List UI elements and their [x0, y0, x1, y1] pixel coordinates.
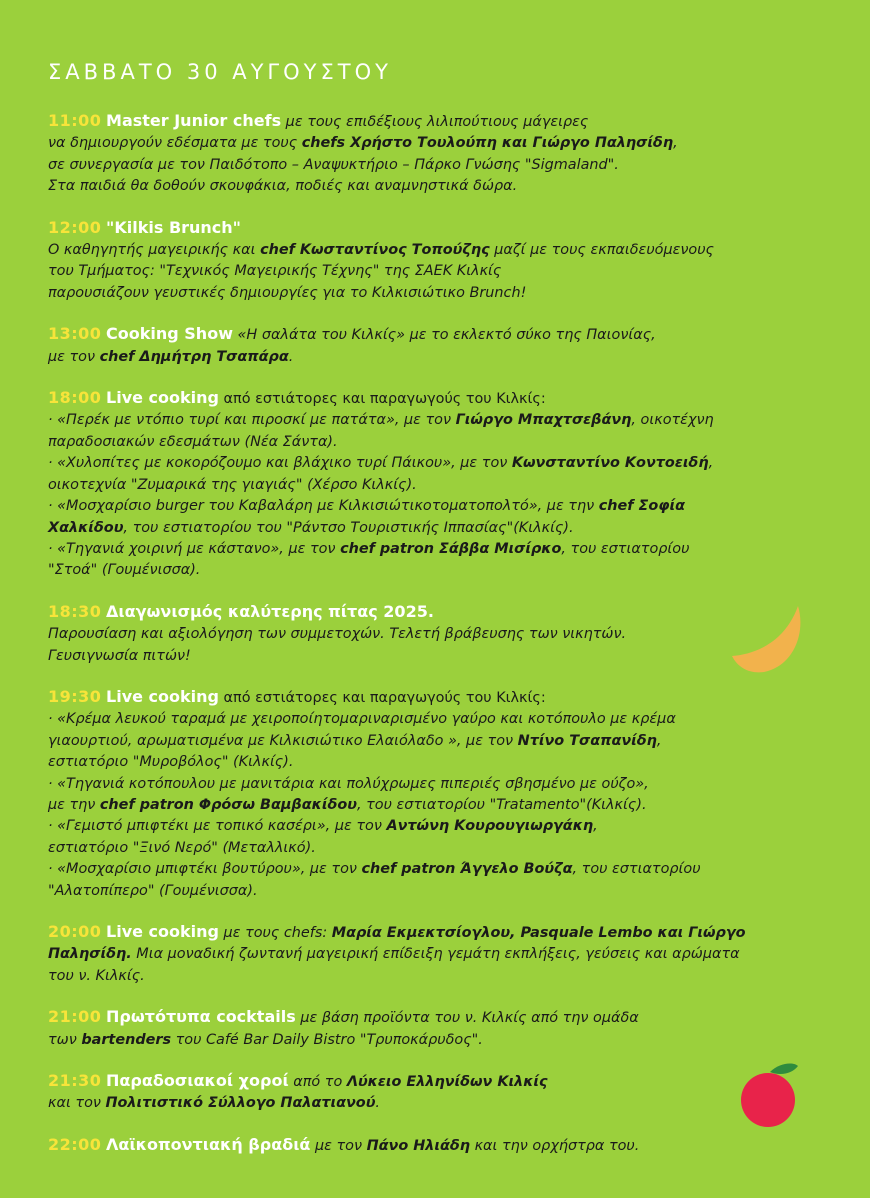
event-text: , [656, 732, 662, 749]
event-text: από εστιάτορες και παραγωγούς του Κιλκίς: [218, 689, 546, 706]
event-text: . [375, 1095, 380, 1112]
event-text: Γιώργο Μπαχτσεβάνη [455, 412, 632, 429]
event-line [48, 176, 848, 197]
event-line [48, 1030, 848, 1051]
event-time: 22:00 [48, 1134, 102, 1154]
event-text: από το [288, 1074, 347, 1091]
event-text: με τον [48, 348, 100, 365]
event-text: Παλησίδη. [48, 946, 132, 963]
event-block [48, 387, 848, 582]
event-line [48, 387, 848, 410]
event-time: 18:00 [48, 388, 102, 408]
event-time: 12:00 [48, 217, 102, 237]
event-text: των [48, 1031, 82, 1048]
event-line [48, 709, 848, 730]
event-text: chef Δημήτρη Τσαπάρα [99, 348, 289, 365]
event-line [48, 774, 848, 795]
event-text: Λύκειο Ελληνίδων Κιλκίς [346, 1074, 548, 1091]
event-text: Παρουσίαση και αξιολόγηση των συμμετοχών. Τελετή βράβευσης των νικητών. [48, 626, 627, 643]
event-line [48, 496, 848, 517]
event-title: Λαϊκοποντιακή βραδιά [106, 1134, 311, 1154]
event-line [48, 453, 848, 474]
event-line [48, 133, 848, 154]
event-time: 20:00 [48, 922, 102, 941]
event-line [48, 624, 848, 645]
event-title: Πρωτότυπα cocktails [106, 1007, 296, 1027]
event-text: με τους επιδέξιους λιλιπούτιους μάγειρες [281, 114, 589, 130]
event-block [48, 1006, 848, 1051]
event-text: , του εστιατορίου [572, 861, 701, 878]
event-text: και την ορχήστρα του. [470, 1137, 640, 1154]
event-line [48, 217, 848, 240]
event-text: με την [48, 796, 100, 813]
event-line [48, 601, 848, 624]
event-line [48, 944, 848, 965]
event-line [48, 1070, 848, 1093]
event-title: Διαγωνισμός καλύτερης πίτας 2025. [106, 601, 434, 621]
event-line [48, 410, 848, 431]
event-line [48, 110, 848, 133]
event-text: με τον [310, 1137, 367, 1154]
event-text: από εστιάτορες και παραγωγούς του Κιλκίς: [218, 391, 546, 408]
event-block [48, 1070, 848, 1115]
event-text: οικοτεχνία "Ζυμαρικά της γιαγιάς" (Χέρσο Κιλκίς). [48, 476, 417, 493]
event-text: Ντίνο Τσαπανίδη [517, 732, 657, 749]
event-time: 21:00 [48, 1007, 102, 1027]
event-block [48, 323, 848, 368]
event-block [48, 217, 848, 305]
event-text: Πάνο Ηλιάδη [366, 1137, 470, 1154]
event-text: Μαρία Εκμεκτσίογλου, Pasquale Lembo και Γιώργο [331, 925, 746, 941]
event-line [48, 240, 848, 261]
event-text: · «Χυλοπίτες με κοκορόζουμο και βλάχικο τυρί Πάικου», με τον [48, 455, 512, 472]
event-title: Παραδοσιακοί χοροί [106, 1071, 289, 1091]
event-block [48, 1134, 848, 1157]
event-time: 13:00 [48, 324, 102, 344]
event-text: · «Μοσχαρίσιο μπιφτέκι βουτύρου», με τον [48, 861, 362, 878]
event-time: 21:30 [48, 1071, 102, 1091]
event-line [48, 731, 848, 752]
event-line [48, 1134, 848, 1157]
event-line [48, 859, 848, 880]
event-line [48, 1006, 848, 1029]
event-line [48, 283, 848, 304]
event-text: σε συνεργασία με τον Παιδότοπο – Αναψυκτήριο – Πάρκο Γνώσης "Sigmaland". [48, 156, 619, 173]
event-title: "Kilkis Brunch" [106, 217, 242, 237]
event-line [48, 323, 848, 346]
event-text: "Στοά" (Γουμένισσα). [48, 562, 201, 579]
event-text: παρουσιάζουν γευστικές δημιουργίες για το Κιλκισιώτικο Brunch! [48, 284, 527, 301]
event-title: Cooking Show [106, 324, 233, 344]
event-title: Live cooking [106, 388, 219, 408]
event-text: με βάση προϊόντα του ν. Κιλκίς από την ομάδα [295, 1010, 639, 1027]
event-line [48, 752, 848, 773]
event-time: 18:30 [48, 601, 102, 621]
event-text: · «Κρέμα λευκού ταραμά με χειροποίητομαριναρισμένο γαύρο και κοτόπουλο με κρέμα [48, 711, 676, 728]
event-text: μαζί με τους εκπαιδευόμενους [489, 242, 714, 259]
event-text: Μια μοναδική ζωντανή μαγειρική επίδειξη γεμάτη εκπλήξεις, γεύσεις και αρώματα [131, 946, 740, 963]
event-text: γιαουρτιού, αρωματισμένα με Κιλκισιώτικο Ελαιόλαδο », με τον [48, 732, 518, 749]
event-text: , οικοτέχνη [631, 412, 714, 429]
event-text: του Τμήματος: "Τεχνικός Μαγειρικής Τέχνης" της ΣΑΕΚ Κιλκίς [48, 263, 502, 280]
event-line [48, 560, 848, 581]
event-text: chef patron Φρόσω Βαμβακίδου [99, 796, 357, 813]
event-text: chef Σοφία [598, 498, 685, 515]
event-text: · «Τηγανιά χοιρινή με κάστανο», με τον [48, 540, 341, 557]
event-line [48, 432, 848, 453]
event-text: , [708, 455, 714, 472]
event-text: chefs Χρήστο Τουλούπη και Γιώργο Παλησίδη [301, 135, 674, 152]
event-line [48, 795, 848, 816]
schedule-page [48, 60, 848, 1176]
event-line [48, 816, 848, 837]
event-text: εστιατόριο "Ξινό Νερό" (Μεταλλικό). [48, 839, 316, 856]
event-text: chef patron Άγγελο Βούζα [361, 861, 573, 878]
event-line [48, 475, 848, 496]
event-text: , του εστιατορίου του "Ράντσο Τουριστικής Ιππασίας"(Κιλκίς). [123, 519, 574, 536]
event-text: · «Μοσχαρίσιο burger του Καβαλάρη με Κιλκισιώτικοτοματοπολτό», με την [48, 498, 599, 515]
event-line [48, 155, 848, 176]
event-line [48, 686, 848, 709]
event-time: 11:00 [48, 111, 102, 130]
event-text: να δημιουργούν εδέσματα με τους [48, 135, 302, 152]
event-line [48, 966, 848, 987]
event-text: με τους chefs: [218, 925, 332, 941]
event-text: "Αλατοπίπερο" (Γουμένισσα). [48, 882, 258, 899]
event-block [48, 686, 848, 902]
event-line [48, 261, 848, 282]
event-title: Master Junior chefs [106, 111, 282, 130]
day-title: ΣΑΒΒΑΤΟ 30 ΑΥΓΟΥΣΤΟΥ [48, 60, 392, 84]
event-text: και τον [48, 1095, 106, 1112]
event-block [48, 921, 848, 987]
event-text: Κωνσταντίνο Κοντοειδή [511, 455, 709, 472]
event-text: «Η σαλάτα του Κιλκίς» με το εκλεκτό σύκο της Παιονίας, [232, 327, 656, 344]
event-title: Live cooking [106, 686, 219, 706]
event-text: Αντώνη Κουρουγιωργάκη [386, 818, 594, 835]
event-text: , του εστιατορίου [561, 540, 690, 557]
event-text: του ν. Κιλκίς. [48, 967, 145, 984]
event-text: , [673, 135, 678, 152]
event-title: Live cooking [106, 922, 219, 941]
event-text: bartenders [81, 1031, 172, 1048]
event-line [48, 646, 848, 667]
event-block [48, 110, 848, 198]
event-text: · «Τηγανιά κοτόπουλου με μανιτάρια και πολύχρωμες πιπεριές σβησμένο με ούζο», [48, 775, 649, 792]
event-line [48, 518, 848, 539]
event-line [48, 838, 848, 859]
event-text: παραδοσιακών εδεσμάτων (Νέα Σάντα). [48, 433, 338, 450]
event-text: . [288, 348, 294, 365]
event-line [48, 539, 848, 560]
event-text: Πολιτιστικό Σύλλογο Παλατιανού [105, 1095, 376, 1112]
event-text: Ο καθηγητής μαγειρικής και [48, 242, 261, 259]
event-line [48, 921, 848, 944]
event-list [48, 110, 848, 1157]
event-line [48, 347, 848, 368]
event-block [48, 601, 848, 667]
event-text: chef patron Σάββα Μισίρκο [340, 540, 562, 557]
event-text: Γευσιγνωσία πιτών! [48, 647, 191, 664]
event-text: · «Γεμιστό μπιφτέκι με τοπικό κασέρι», με τον [48, 818, 387, 835]
event-text: Στα παιδιά θα δοθούν σκουφάκια, ποδιές και αναμνηστικά δώρα. [48, 178, 518, 195]
event-time: 19:30 [48, 686, 102, 706]
event-text: · «Περέκ με ντόπιο τυρί και πιροσκί με πατάτα», με τον [48, 412, 456, 429]
event-text: εστιατόριο "Μυροβόλος" (Κιλκίς). [48, 754, 294, 771]
event-line [48, 1093, 848, 1114]
event-text: , [593, 818, 598, 835]
event-text: του Café Bar Daily Bistro "Τρυποκάρυδος". [171, 1031, 483, 1048]
event-line [48, 881, 848, 902]
event-text: , του εστιατορίου "Tratamento"(Κιλκίς). [356, 796, 647, 813]
event-text: chef Κωσταντίνος Τοπούζης [260, 242, 490, 259]
event-text: Χαλκίδου [48, 519, 124, 536]
